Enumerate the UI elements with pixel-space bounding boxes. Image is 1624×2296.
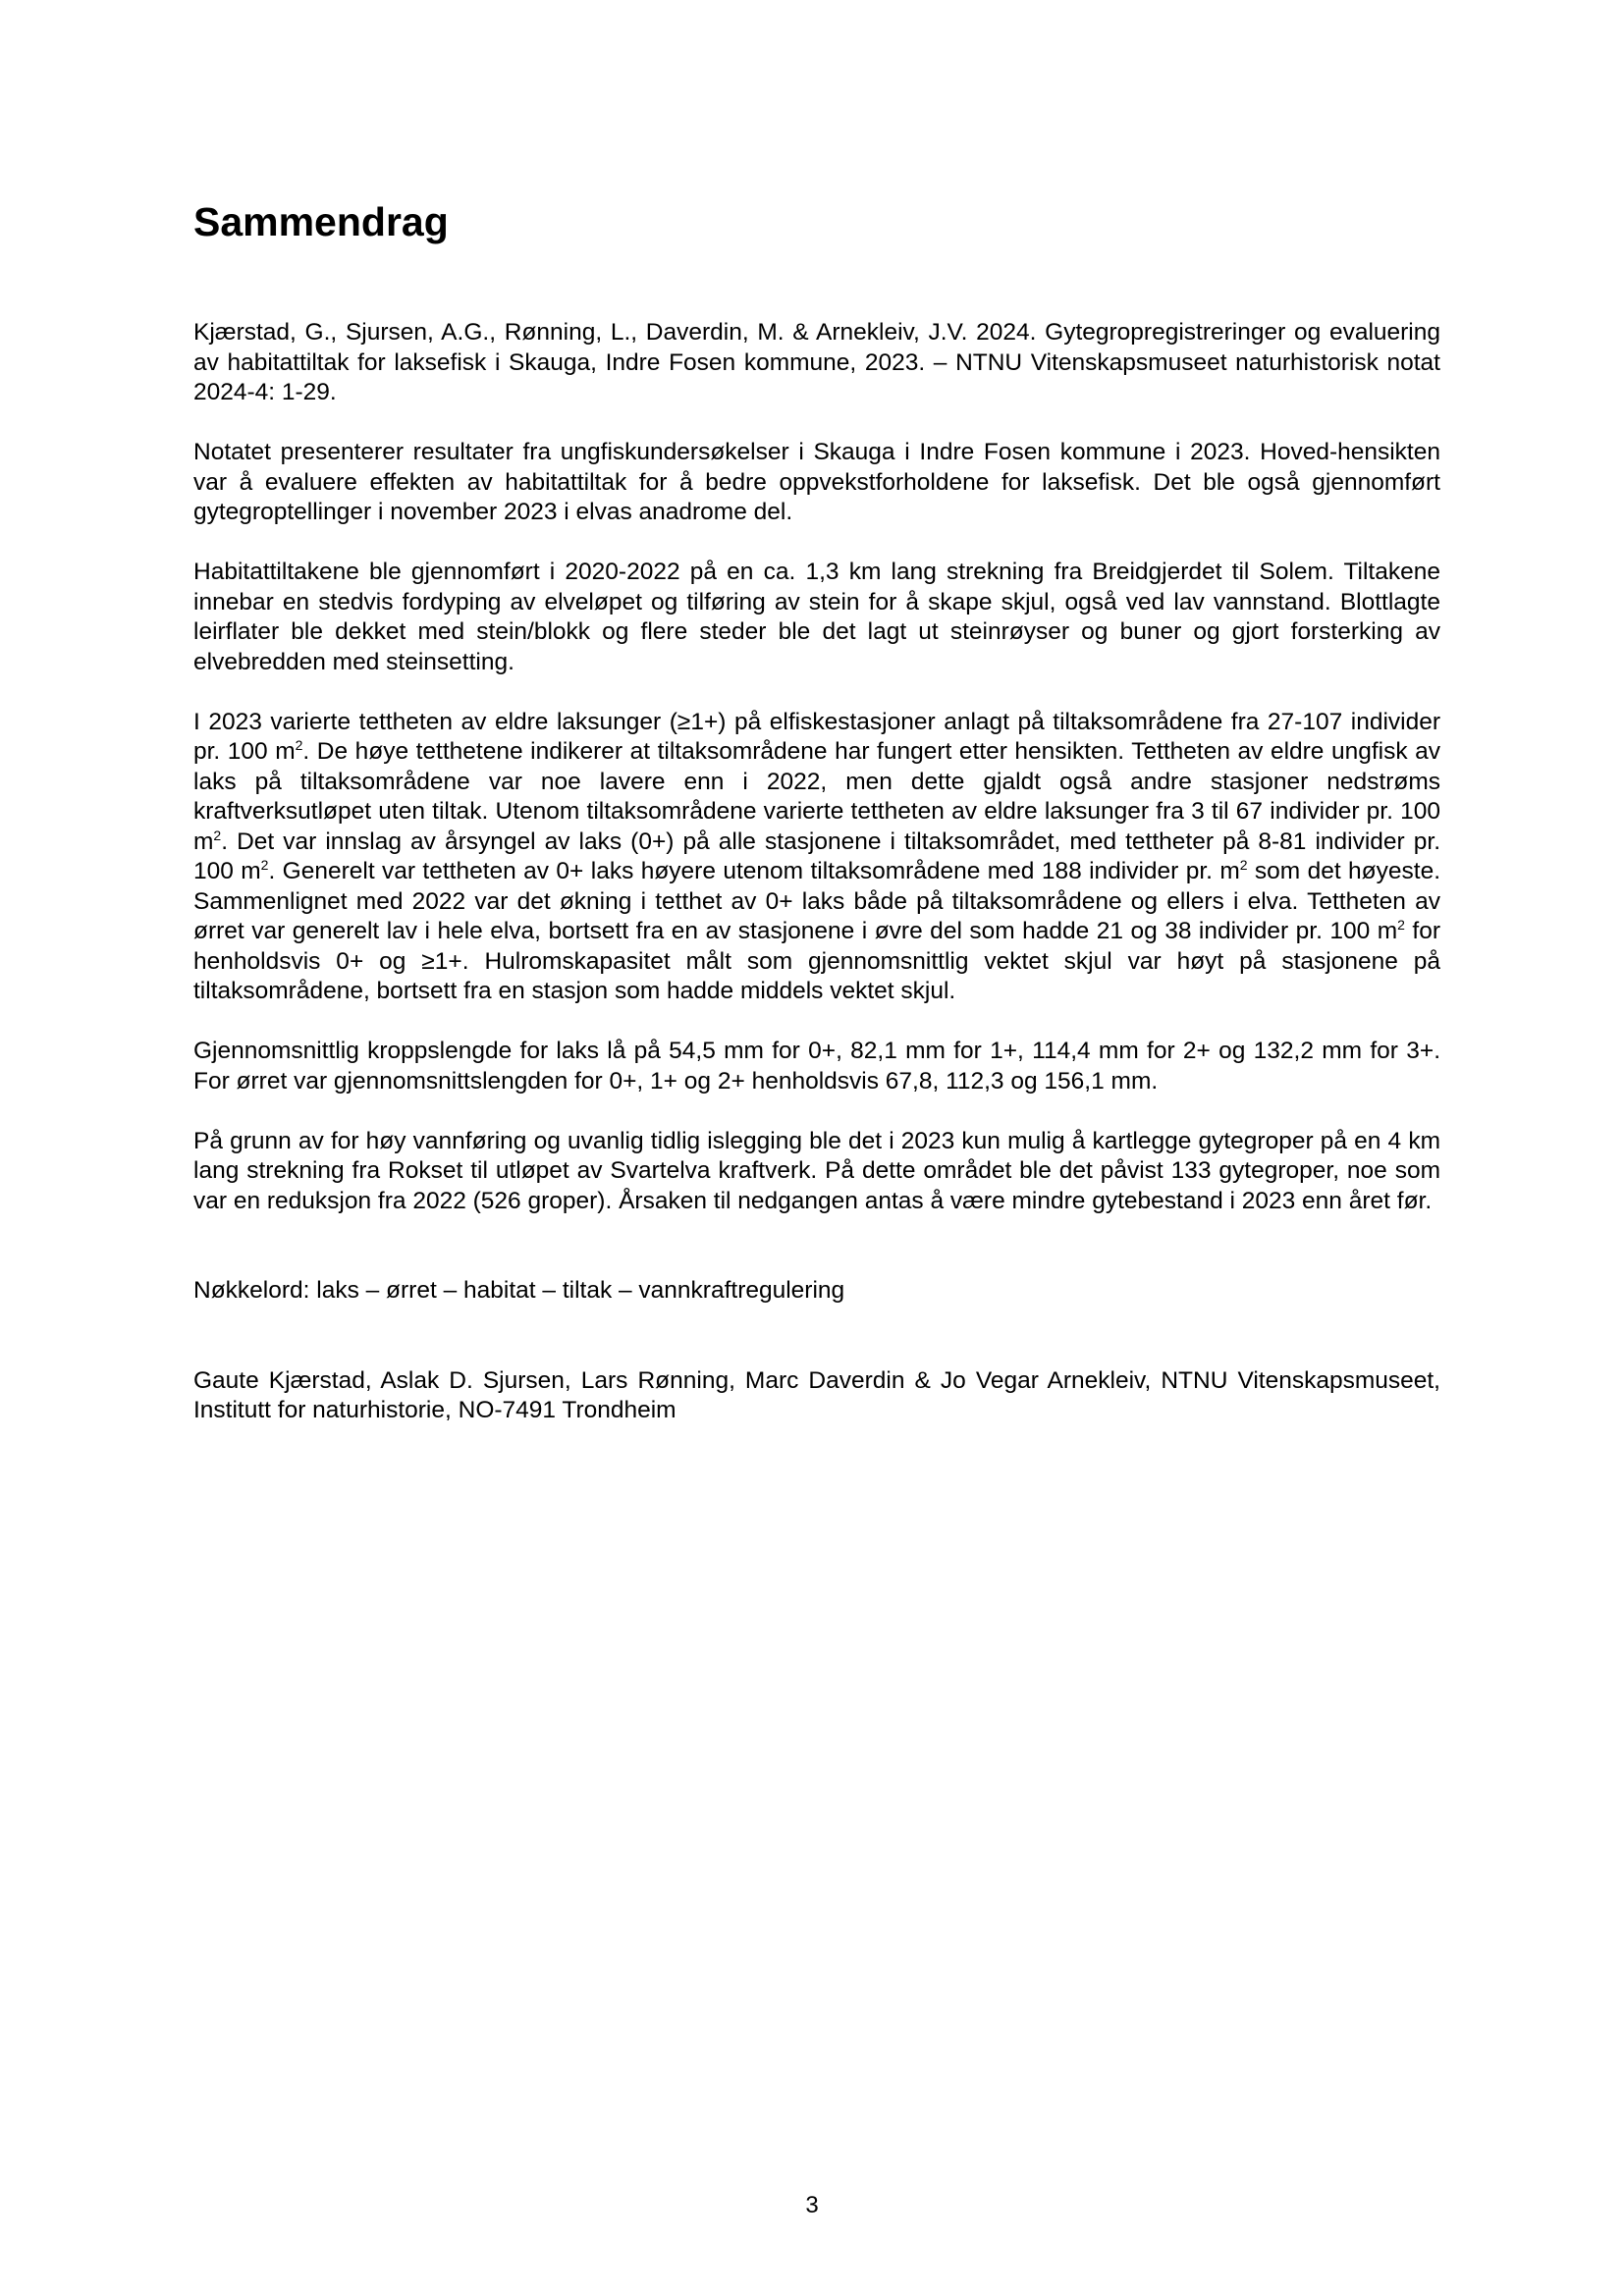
summary-paragraph-measures: Habitattiltakene ble gjennomført i 2020-2022 på en ca. 1,3 km lang strekning fra Breidgjerdet til Solem. Tiltakene innebar en stedvis fordyping av elveløpet og tilføring av stein for å skape skjul, også ved lav vannstand. Blottlagte leirflater ble dekket med stein/blokk og flere steder ble det lagt ut steinrøyser og buner og gjort forsterking av elvebredden med steinsetting.: [193, 559, 1440, 675]
page-title: Sammendrag: [193, 199, 449, 244]
page-content: [193, 192, 1440, 1456]
authors-paragraph: Gaute Kjærstad, Aslak D. Sjursen, Lars Rønning, Marc Daverdin & Jo Vegar Arnekleiv, NTNU Vitenskapsmuseet, Institutt for naturhistorie, NO-7491 Trondheim: [193, 1366, 1440, 1423]
superscript-2: 2: [213, 827, 222, 843]
keywords-line: Nøkkelord: laks – ørret – habitat – tiltak – vannkraftregulering: [193, 1277, 845, 1304]
superscript-2: 2: [260, 856, 269, 873]
density-text-1: I 2023 varierte tettheten av eldre laksunger (≥1+) på elfiskestasjoner anlagt på tiltaksområdene fra 27-107 individer pr. 100 m: [193, 708, 1440, 765]
summary-paragraph-lengths: Gjennomsnittlig kroppslengde for laks lå på 54,5 mm for 0+, 82,1 mm for 1+, 114,4 mm for 2+ og 132,2 mm for 3+. For ørret var gjennomsnittslengden for 0+, 1+ og 2+ henholdsvis 67,8, 112,3 og 156,1 mm.: [193, 1038, 1440, 1095]
superscript-2: 2: [1239, 856, 1248, 873]
citation-paragraph: Kjærstad, G., Sjursen, A.G., Rønning, L., Daverdin, M. & Arnekleiv, J.V. 2024. Gytegropregistreringer og evaluering av habitattiltak for laksefisk i Skauga, Indre Fosen kommune, 2023. – NTNU Vitenskapsmuseet naturhistorisk notat 2024-4: 1-29.: [193, 319, 1440, 405]
superscript-2: 2: [295, 736, 303, 753]
density-text-5: som det høyeste. Sammenlignet med 2022 var det økning i tetthet av 0+ laks både på tiltaksområdene og ellers i elva. Tettheten av ørret var generelt lav i hele elva, bortsett fra en av stasjonene i øvre del som hadde 21 og 38 individer pr. 100 m: [193, 858, 1440, 944]
density-text-6: for henholdsvis 0+ og ≥1+. Hulromskapasitet målt som gjennomsnittlig vektet skjul var høyt på stasjonene på tiltaksområdene, bortsett fra en stasjon som hadde middels vektet skjul.: [193, 918, 1440, 1004]
summary-paragraph-spawning: På grunn av for høy vannføring og uvanlig tidlig islegging ble det i 2023 kun mulig å kartlegge gytegroper på en 4 km lang strekning fra Rokset til utløpet av Svartelva kraftverk. På dette området ble det påvist 133 gytegroper, noe som var en reduksjon fra 2022 (526 groper). Årsaken til nedgangen antas å være mindre gytebestand i 2023 enn året før.: [193, 1127, 1440, 1214]
superscript-2: 2: [1397, 916, 1405, 933]
density-text-3: . Det var innslag av årsyngel av laks (0+) på alle stasjonene i tiltaksområdet, med tettheter på 8-81 individer pr. 100 m: [193, 828, 1440, 884]
summary-paragraph-densities: [193, 708, 1440, 1007]
summary-paragraph-intro: Notatet presenterer resultater fra ungfiskundersøkelser i Skauga i Indre Fosen kommune i 2023. Hoved-hensikten var å evaluere effekten av habitattiltak for å bedre oppvekstforholdene for laksefisk. Det ble også gjennomført gytegroptellinger i november 2023 i elvas anadrome del.: [193, 439, 1440, 525]
page-number: 3: [805, 2192, 819, 2218]
density-text-4: . Generelt var tettheten av 0+ laks høyere utenom tiltaksområdene med 188 individer pr. m: [268, 858, 1240, 884]
density-text-2: . De høye tetthetene indikerer at tiltaksområdene har fungert etter hensikten. Tettheten av eldre ungfisk av laks på tiltaksområdene var noe lavere enn i 2022, men dette gjaldt også andre stasjoner nedstrøms kraftverksutløpet uten tiltak. Utenom tiltaksområdene varierte tettheten av eldre laksunger fra 3 til 67 individer pr. 100 m: [193, 738, 1441, 855]
